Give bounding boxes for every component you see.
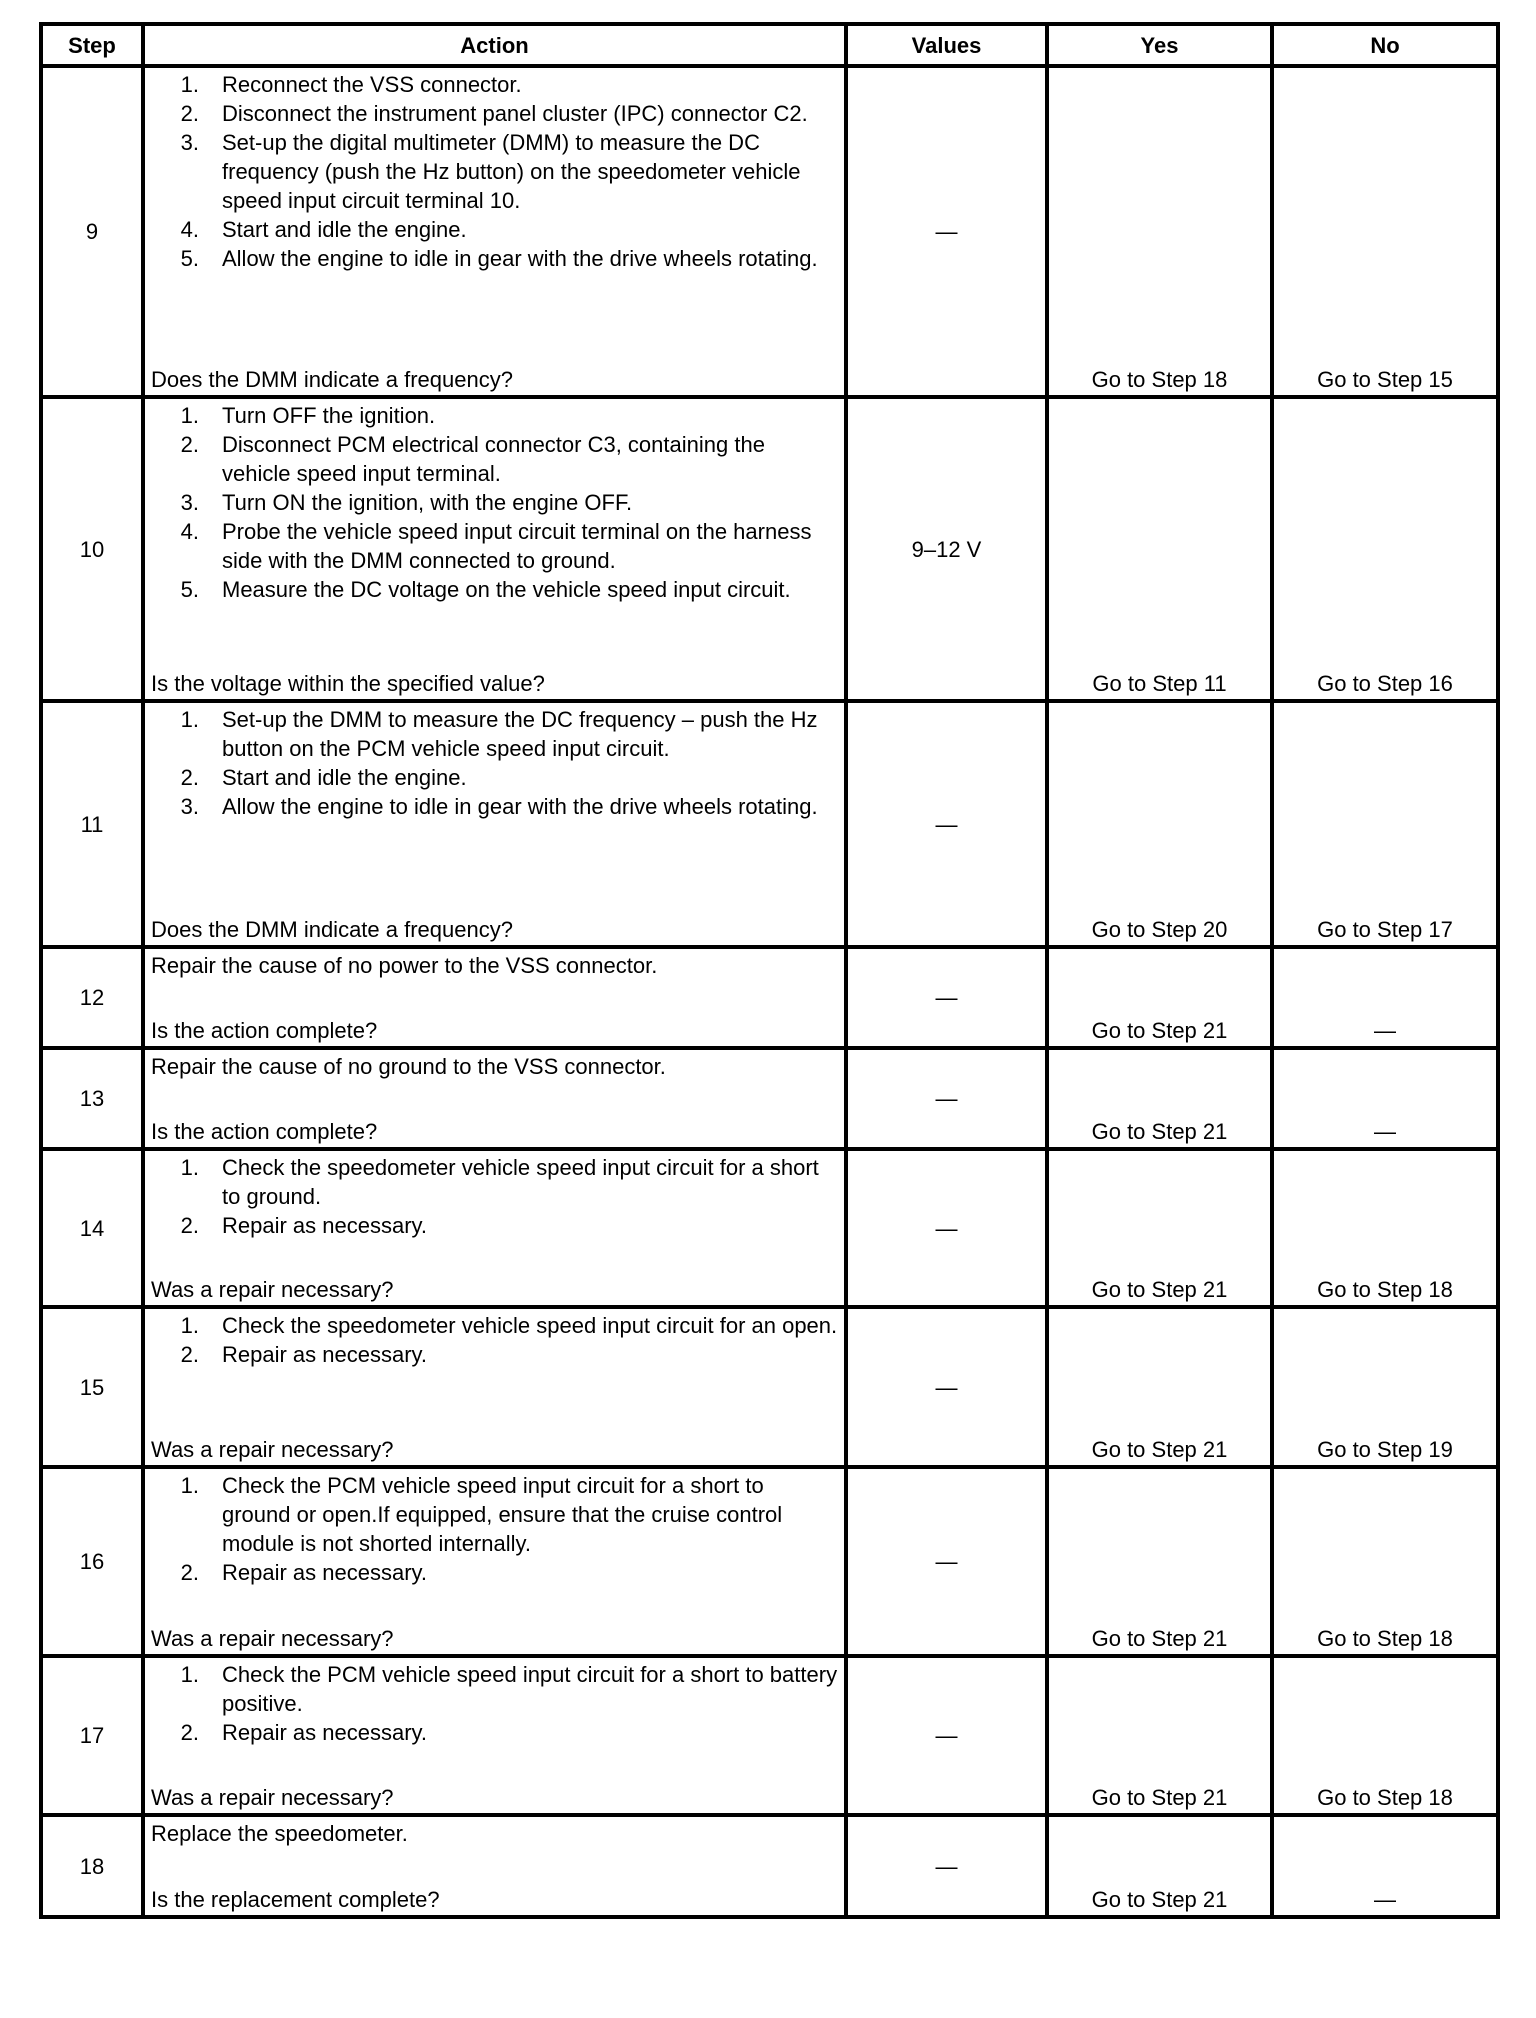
action-step-number: 1.: [180, 1313, 199, 1338]
value-cell: —: [846, 1048, 1047, 1149]
action-content: [145, 1658, 844, 1813]
yes-result: Go to Step 21: [1091, 1437, 1228, 1462]
action-content: [145, 703, 844, 945]
no-cell: [1272, 1149, 1498, 1307]
action-question: Is the voltage within the specified value?: [151, 671, 545, 696]
action-step-number: 4.: [180, 519, 199, 544]
no-cell: [1272, 947, 1498, 1048]
table-row: [41, 947, 1498, 1048]
action-step-text: Turn OFF the ignition.: [222, 403, 436, 428]
action-step-number: 1.: [180, 403, 199, 428]
no-result: Go to Step 17: [1317, 917, 1453, 942]
action-step-number: 3.: [180, 490, 199, 515]
action-text: Replace the speedometer.: [151, 1821, 408, 1846]
action-step-text: Set-up the digital multimeter (DMM) to measure the DC frequency (push the Hz button) on the speedometer vehicle speed input circuit terminal 10.: [222, 130, 801, 213]
table-row: [41, 66, 1498, 397]
no-result: Go to Step 16: [1317, 671, 1453, 696]
no-result: —: [1374, 1018, 1396, 1043]
action-step: [151, 1153, 838, 1211]
action-step-number: 2.: [180, 1560, 199, 1585]
header-row: [41, 24, 1498, 66]
action-step-number: 2.: [180, 1720, 199, 1745]
action-steps-list: [151, 1153, 838, 1240]
action-step: [151, 99, 838, 128]
action-step-text: Disconnect PCM electrical connector C3, containing the vehicle speed input terminal.: [222, 432, 765, 486]
action-question: Does the DMM indicate a frequency?: [151, 917, 513, 942]
action-question: Does the DMM indicate a frequency?: [151, 367, 513, 392]
action-content: [145, 1050, 844, 1147]
no-result: Go to Step 15: [1317, 367, 1453, 392]
action-question: Is the action complete?: [151, 1119, 378, 1144]
action-steps-list: [151, 1660, 838, 1747]
action-step-text: Check the speedometer vehicle speed input circuit for an open.: [222, 1313, 838, 1338]
action-content: [145, 1309, 844, 1465]
action-step-number: 4.: [180, 217, 199, 242]
table-row: [41, 1307, 1498, 1467]
yes-result: Go to Step 21: [1091, 1785, 1228, 1810]
action-steps-list: [151, 401, 838, 604]
action-step-text: Repair as necessary.: [222, 1720, 428, 1745]
yes-result: Go to Step 21: [1091, 1626, 1228, 1651]
action-step-number: 2.: [180, 1213, 199, 1238]
action-step-text: Check the speedometer vehicle speed input circuit for a short to ground.: [222, 1155, 819, 1209]
action-cell: [143, 1467, 846, 1656]
action-step-number: 5.: [180, 577, 199, 602]
action-steps-list: [151, 705, 838, 821]
action-step-text: Measure the DC voltage on the vehicle speed input circuit.: [222, 577, 791, 602]
action-content: [145, 1817, 844, 1915]
action-step: [151, 517, 838, 575]
action-step: [151, 1340, 838, 1369]
action-step-text: Disconnect the instrument panel cluster (IPC) connector C2.: [222, 101, 808, 126]
action-step: [151, 215, 838, 244]
action-step-number: 2.: [180, 101, 199, 126]
step-number: 9: [41, 66, 143, 397]
value-cell: —: [846, 1149, 1047, 1307]
action-step-number: 1.: [180, 1662, 199, 1687]
yes-result: Go to Step 18: [1091, 367, 1228, 392]
yes-result: Go to Step 21: [1091, 1119, 1228, 1144]
action-cell: [143, 66, 846, 397]
action-content: [145, 399, 844, 699]
step-number: 17: [41, 1656, 143, 1815]
action-step-number: 2.: [180, 432, 199, 457]
action-question: Was a repair necessary?: [151, 1437, 394, 1462]
step-number: 12: [41, 947, 143, 1048]
yes-cell: [1047, 1149, 1272, 1307]
no-cell: [1272, 1307, 1498, 1467]
action-step-number: 1.: [180, 1473, 199, 1498]
no-result: —: [1374, 1887, 1396, 1912]
action-step-number: 1.: [180, 72, 199, 97]
action-step: [151, 1718, 838, 1747]
action-step-number: 2.: [180, 765, 199, 790]
no-cell: [1272, 1048, 1498, 1149]
action-question: Was a repair necessary?: [151, 1785, 394, 1810]
no-result: Go to Step 18: [1317, 1277, 1453, 1302]
action-step-text: Set-up the DMM to measure the DC frequency – push the Hz button on the PCM vehicle speed input circuit.: [222, 707, 818, 761]
action-cell: [143, 397, 846, 701]
action-cell: [143, 947, 846, 1048]
action-content: [145, 949, 844, 1046]
action-content: [145, 68, 844, 395]
yes-result: Go to Step 21: [1091, 1277, 1228, 1302]
table-row: [41, 1149, 1498, 1307]
value-cell: —: [846, 66, 1047, 397]
action-step-text: Check the PCM vehicle speed input circuit for a short to ground or open.If equipped, ensure that the cruise control module is not shorted internally.: [222, 1473, 783, 1556]
action-cell: [143, 1815, 846, 1917]
action-question: Was a repair necessary?: [151, 1626, 394, 1651]
action-step: [151, 575, 838, 604]
action-step: [151, 1660, 838, 1718]
step-number: 14: [41, 1149, 143, 1307]
table-row: [41, 1467, 1498, 1656]
action-question: Is the replacement complete?: [151, 1887, 440, 1912]
no-cell: [1272, 1467, 1498, 1656]
action-question: Is the action complete?: [151, 1018, 378, 1043]
action-step-number: 2.: [180, 1342, 199, 1367]
action-steps-list: [151, 70, 838, 273]
step-number: 18: [41, 1815, 143, 1917]
action-step: [151, 792, 838, 821]
action-step-number: 1.: [180, 1155, 199, 1180]
action-step: [151, 1211, 838, 1240]
table-row: [41, 397, 1498, 701]
table-row: [41, 1815, 1498, 1917]
value-cell: —: [846, 1656, 1047, 1815]
no-result: Go to Step 18: [1317, 1626, 1453, 1651]
header-no: No: [1272, 24, 1498, 66]
table-row: [41, 1656, 1498, 1815]
header-step: Step: [41, 24, 143, 66]
action-content: [145, 1151, 844, 1305]
step-number: 16: [41, 1467, 143, 1656]
action-step-text: Repair as necessary.: [222, 1213, 428, 1238]
header-action: Action: [143, 24, 846, 66]
action-text: Repair the cause of no power to the VSS connector.: [151, 953, 658, 978]
action-cell: [143, 1307, 846, 1467]
yes-cell: [1047, 1467, 1272, 1656]
yes-result: Go to Step 20: [1091, 917, 1228, 942]
table-row: [41, 701, 1498, 947]
action-cell: [143, 701, 846, 947]
header-values: Values: [846, 24, 1047, 66]
action-step-text: Repair as necessary.: [222, 1560, 428, 1585]
no-cell: [1272, 1656, 1498, 1815]
value-cell: —: [846, 1307, 1047, 1467]
value-cell: —: [846, 947, 1047, 1048]
action-cell: [143, 1048, 846, 1149]
action-step: [151, 1311, 838, 1340]
action-steps-list: [151, 1471, 838, 1587]
action-text: Repair the cause of no ground to the VSS connector.: [151, 1054, 666, 1079]
action-step-text: Allow the engine to idle in gear with the drive wheels rotating.: [222, 246, 818, 271]
no-cell: [1272, 66, 1498, 397]
value-cell: 9–12 V: [846, 397, 1047, 701]
action-question: Was a repair necessary?: [151, 1277, 394, 1302]
action-step-text: Start and idle the engine.: [222, 765, 467, 790]
step-number: 15: [41, 1307, 143, 1467]
table-row: [41, 1048, 1498, 1149]
action-step: [151, 1471, 838, 1558]
header-yes: Yes: [1047, 24, 1272, 66]
no-cell: [1272, 1815, 1498, 1917]
diagnostic-table: [39, 22, 1500, 1919]
action-step-number: 3.: [180, 794, 199, 819]
action-step-text: Repair as necessary.: [222, 1342, 428, 1367]
no-cell: [1272, 701, 1498, 947]
action-step: [151, 70, 838, 99]
step-number: 10: [41, 397, 143, 701]
action-step: [151, 128, 838, 215]
action-step: [151, 705, 838, 763]
yes-cell: [1047, 397, 1272, 701]
action-cell: [143, 1656, 846, 1815]
yes-cell: [1047, 1048, 1272, 1149]
action-content: [145, 1469, 844, 1654]
no-result: Go to Step 18: [1317, 1785, 1453, 1810]
value-cell: —: [846, 1815, 1047, 1917]
yes-result: Go to Step 21: [1091, 1887, 1228, 1912]
action-step-text: Reconnect the VSS connector.: [222, 72, 522, 97]
value-cell: —: [846, 701, 1047, 947]
action-step-text: Check the PCM vehicle speed input circuit for a short to battery positive.: [222, 1662, 838, 1716]
yes-cell: [1047, 1656, 1272, 1815]
action-step: [151, 401, 838, 430]
action-steps-list: [151, 1311, 838, 1369]
action-step: [151, 244, 838, 273]
step-number: 11: [41, 701, 143, 947]
no-result: —: [1374, 1119, 1396, 1144]
yes-cell: [1047, 66, 1272, 397]
yes-cell: [1047, 947, 1272, 1048]
action-step-text: Start and idle the engine.: [222, 217, 467, 242]
action-step-text: Allow the engine to idle in gear with the drive wheels rotating.: [222, 794, 818, 819]
yes-cell: [1047, 1815, 1272, 1917]
action-step-text: Turn ON the ignition, with the engine OFF.: [222, 490, 633, 515]
step-number: 13: [41, 1048, 143, 1149]
action-step-number: 1.: [180, 707, 199, 732]
yes-cell: [1047, 1307, 1272, 1467]
yes-cell: [1047, 701, 1272, 947]
action-step-text: Probe the vehicle speed input circuit terminal on the harness side with the DMM connected to ground.: [222, 519, 812, 573]
action-step: [151, 1558, 838, 1587]
no-result: Go to Step 19: [1317, 1437, 1453, 1462]
action-step: [151, 763, 838, 792]
action-step: [151, 430, 838, 488]
action-step: [151, 488, 838, 517]
value-cell: —: [846, 1467, 1047, 1656]
yes-result: Go to Step 21: [1091, 1018, 1228, 1043]
yes-result: Go to Step 11: [1092, 671, 1227, 696]
action-cell: [143, 1149, 846, 1307]
no-cell: [1272, 397, 1498, 701]
action-step-number: 3.: [180, 130, 199, 155]
action-step-number: 5.: [180, 246, 199, 271]
